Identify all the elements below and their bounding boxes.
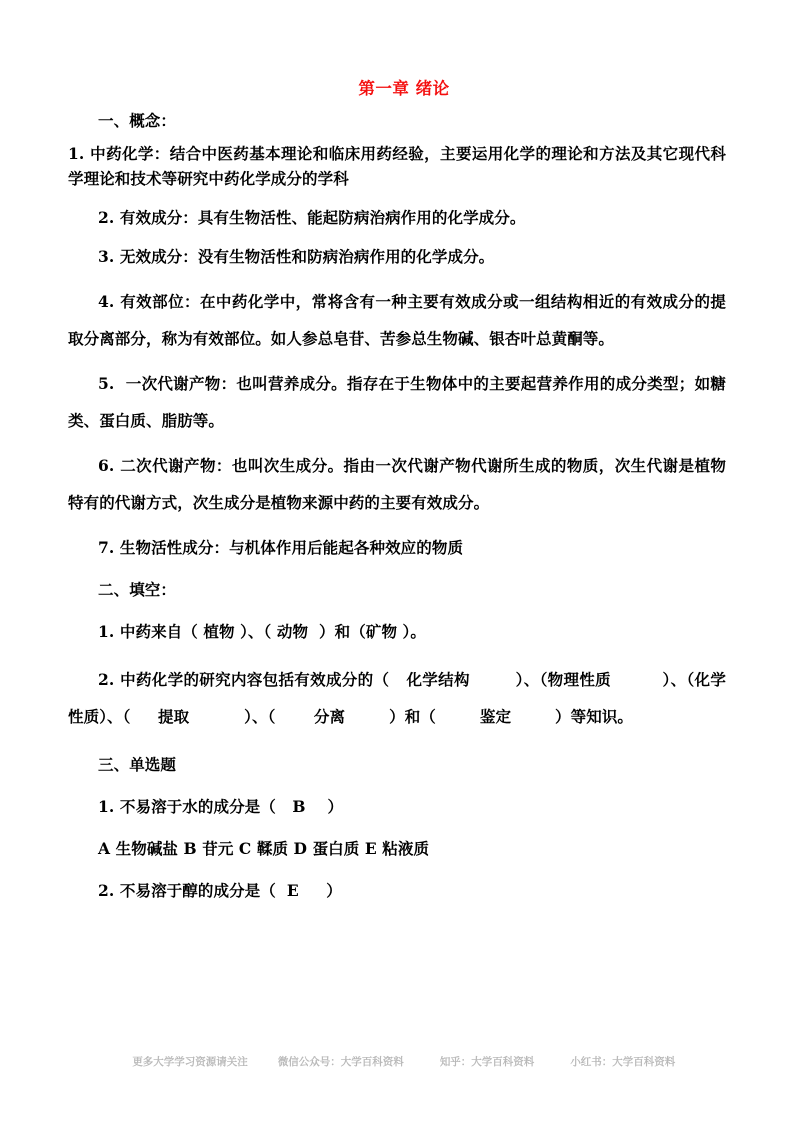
footer-zhihu: 知乎：大学百科资料 [439,1056,535,1068]
concept-item-6: 6. 二次代谢产物：也叫次生成分。指由一次代谢产物代谢所生成的物质，次生代谢是植物特有的代谢方式，次生成分是植物来源中药的主要有效成分。 [68,456,726,512]
document-body [68,78,726,903]
concept-item-3: 3. 无效成分：没有生物活性和防病治病作用的化学成分。 [98,247,495,266]
concept-item-2: 2. 有效成分：具有生物活性、能起防病治病作用的化学成分。 [98,208,526,227]
footer-promo-label: 更多大学学习资源请关注 [132,1056,248,1068]
section-heading-concepts: 一、概念： [98,111,177,130]
concept-item-7: 7. 生物活性成分：与机体作用后能起各种效应的物质 [98,538,464,557]
concept-item-1: 1. 中药化学：结合中医药基本理论和临床用药经验，主要运用化学的理论和方法及其它现代科学理论和技术等研究中药化学成分的学科 [68,144,726,188]
single-choice-question-1: 1. 不易溶于水的成分是（ B ） [98,797,344,816]
section-heading-single-choice: 三、单选题 [98,755,177,774]
concept-item-5: 5. 一次代谢产物：也叫营养成分。指存在于生物体中的主要起营养作用的成分类型；如糖类、蛋白质、脂肪等。 [68,374,726,430]
footer-watermark [0,1038,793,1086]
fill-in-blank-item-2: 2. 中药化学的研究内容包括有效成分的（ 化学结构 ）、（物理性质 ）、（化学性质）、（ 提取 ）、（ 分离 ）和（ 鉴定 ）等知识。 [68,670,726,726]
concept-item-4: 4. 有效部位：在中药化学中，常将含有一种主要有效成分或一组结构相近的有效成分的提取分离部分，称为有效部位。如人参总皂苷、苦参总生物碱、银杏叶总黄酮等。 [68,292,726,348]
section-heading-fill-in-blank: 二、填空： [98,580,177,599]
fill-in-blank-item-1: 1. 中药来自（ 植物 ）、（ 动物 ）和（矿物 ）。 [98,622,427,641]
single-choice-question-2: 2. 不易溶于醇的成分是（ E ） [98,881,342,900]
single-choice-options-1: A 生物碱盐 B 苷元 C 鞣质 D 蛋白质 E 粘液质 [98,839,430,858]
page-title: 第一章 绪论 [358,79,450,98]
footer-xiaohongshu: 小红书：大学百科资料 [570,1056,676,1068]
footer-wechat: 微信公众号：大学百科资料 [277,1056,404,1068]
